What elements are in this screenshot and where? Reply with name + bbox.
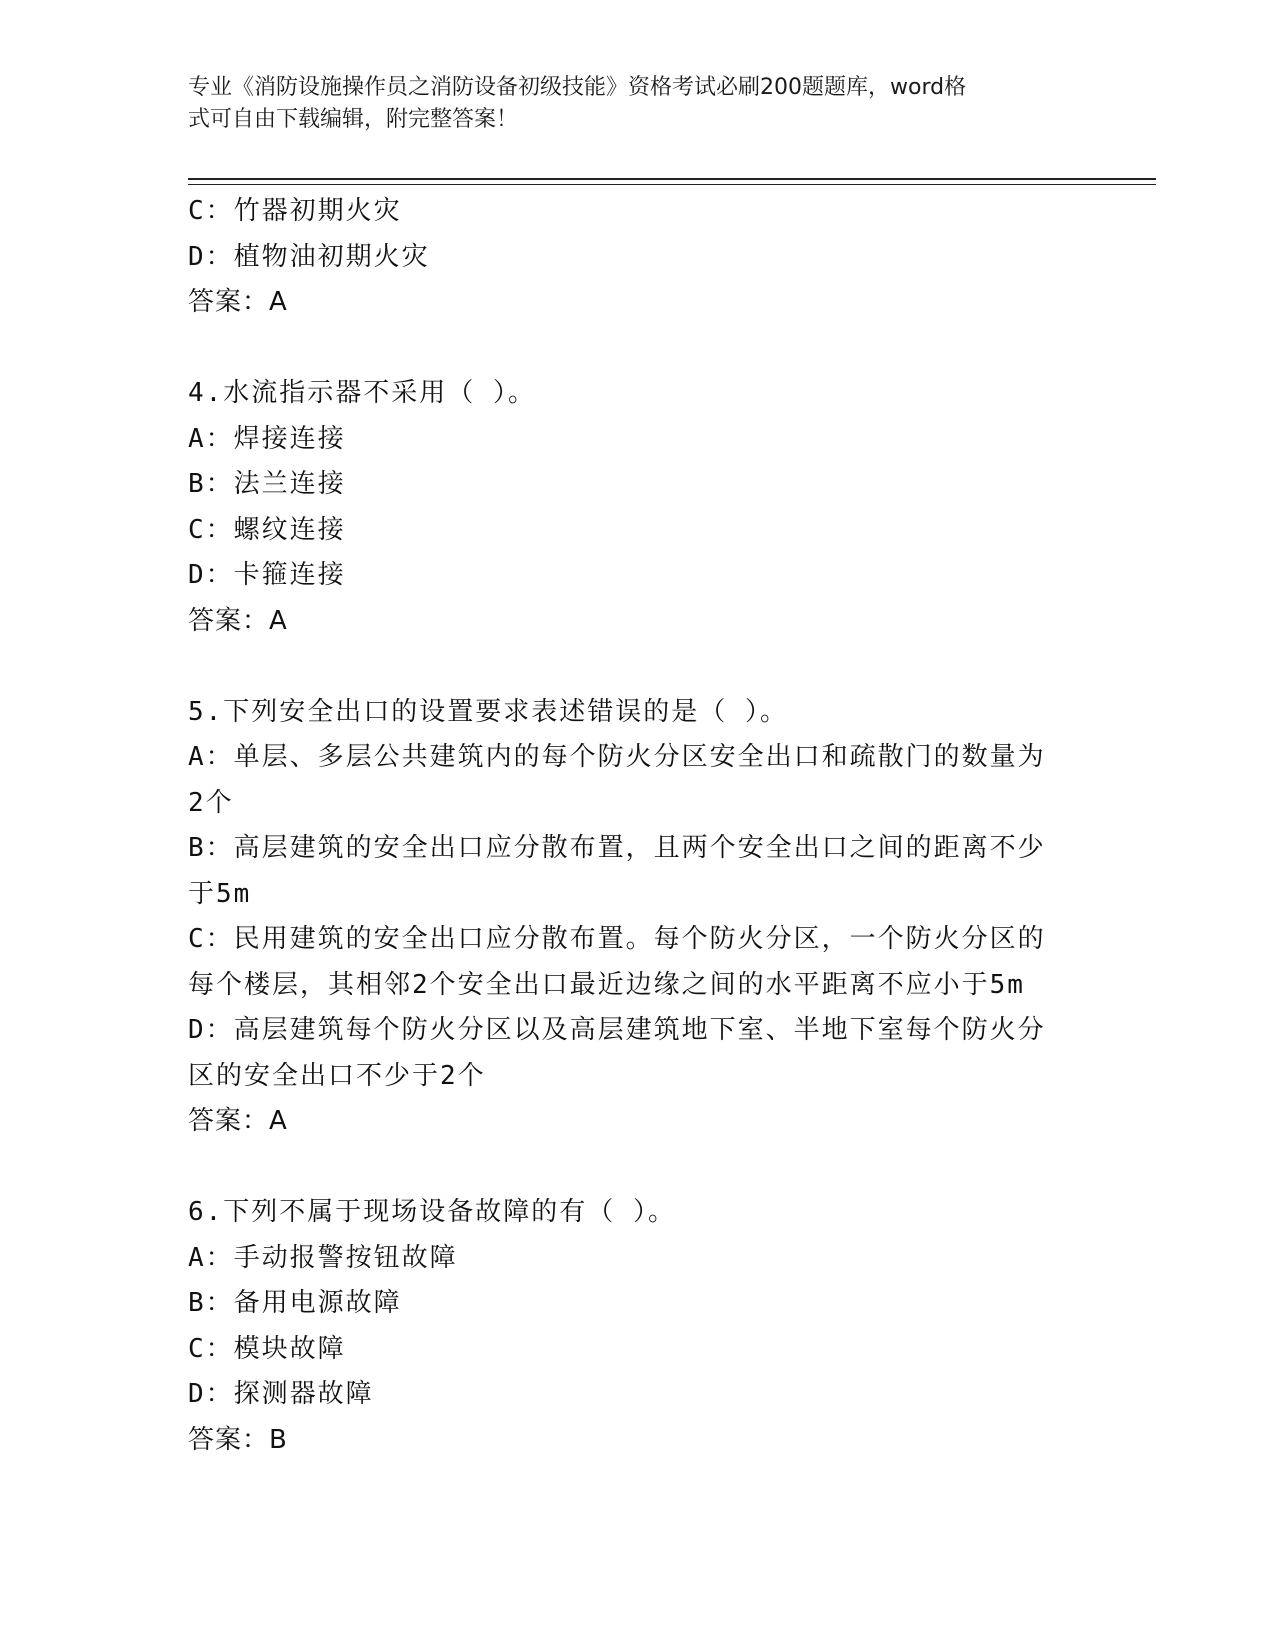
option-b: B：法兰连接: [188, 469, 346, 499]
spacer: [188, 644, 1088, 690]
option-a-line-2: 2个: [188, 787, 234, 818]
question-6: [188, 1190, 1088, 1463]
option-b: B：备用电源故障: [188, 1288, 402, 1318]
spacer: [188, 326, 1088, 372]
question-text: 6.下列不属于现场设备故障的有（ ）。: [188, 1197, 676, 1227]
option-b-line-1: B：高层建筑的安全出口应分散布置，且两个安全出口之间的距离不少: [188, 833, 1046, 863]
document-header: [188, 72, 1088, 136]
option-a-line-1: A：单层、多层公共建筑内的每个防火分区安全出口和疏散门的数量为: [188, 742, 1046, 772]
option-a: A：焊接连接: [188, 423, 346, 454]
header-rule-thin: [188, 184, 1156, 185]
option-c-line-2: 每个楼层，其相邻2个安全出口最近边缘之间的水平距离不应小于5m: [188, 969, 1025, 1000]
option-b-line-2: 于5m: [188, 878, 252, 909]
option-d: D：探测器故障: [188, 1379, 374, 1409]
header-rule-thick: [188, 178, 1156, 180]
option-c: C：螺纹连接: [188, 514, 346, 545]
answer: 答案：B: [188, 1424, 288, 1455]
question-list: [188, 189, 1088, 1463]
question-5: [188, 690, 1088, 1145]
option-c-line-1: C：民用建筑的安全出口应分散布置。每个防火分区，一个防火分区的: [188, 924, 1046, 954]
option-d-line-1: D：高层建筑每个防火分区以及高层建筑地下室、半地下室每个防火分: [188, 1015, 1046, 1045]
header-line-1: 专业《消防设施操作员之消防设备初级技能》资格考试必刷200题题库，word格: [188, 75, 967, 100]
header-line-2: 式可自由下载编辑，附完整答案！: [188, 107, 519, 132]
question-4: [188, 371, 1088, 644]
answer: 答案：A: [188, 605, 288, 636]
question-text: 5.下列安全出口的设置要求表述错误的是（ ）。: [188, 696, 788, 727]
option-c: C：竹器初期火灾: [188, 196, 402, 226]
option-d-line-2: 区的安全出口不少于2个: [188, 1060, 486, 1091]
answer: 答案：A: [188, 1106, 288, 1136]
question-3: [188, 189, 1088, 326]
option-c: C：模块故障: [188, 1333, 346, 1364]
question-text: 4.水流指示器不采用（ ）。: [188, 378, 536, 408]
option-d: D：植物油初期火灾: [188, 241, 430, 272]
option-a: A：手动报警按钮故障: [188, 1242, 458, 1273]
spacer: [188, 1145, 1088, 1191]
answer: 答案：A: [188, 287, 288, 317]
option-d: D：卡箍连接: [188, 560, 346, 590]
